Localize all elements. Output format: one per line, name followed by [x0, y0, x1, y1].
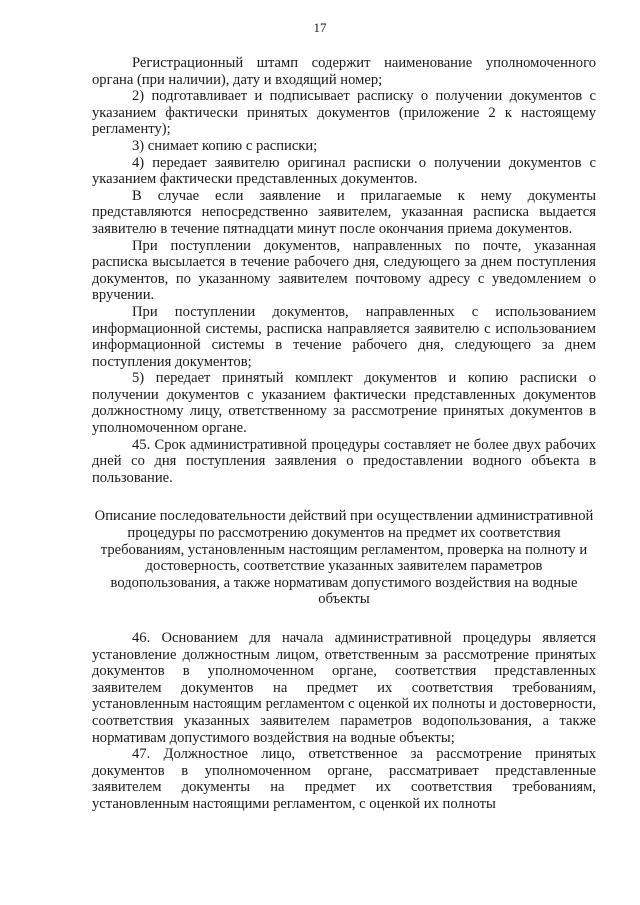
- paragraph: 47. Должностное лицо, ответственное за рассмотрение принятых документов в уполномоченном органе, рассматривает представленные заявителем документы на предмет их соответствия требованиям, установленным настоящими регламентом, с оценкой их полноты: [92, 746, 596, 812]
- paragraph-group-bottom: [92, 630, 596, 813]
- paragraph: Регистрационный штамп содержит наименование уполномоченного органа (при наличии), дату и входящий номер;: [92, 55, 596, 88]
- paragraph: 3) снимает копию с расписки;: [132, 137, 318, 154]
- paragraph: 45. Срок административной процедуры составляет не более двух рабочих дней со дня поступления заявления о предоставлении водного объекта в пользование.: [92, 436, 596, 486]
- paragraph-group-top: [92, 55, 596, 486]
- paragraph: 5) передает принятый комплект документов и копию расписки о получении документов с указанием фактически представленных документов должностному лицу, ответственному за рассмотрение принятых документов в уполномоченном органе.: [92, 370, 596, 437]
- paragraph: При поступлении документов, направленных с использованием информационной системы, расписка направляется заявителю с использованием информационной системы в течение рабочего дня, следующего за днем поступления документов;: [92, 303, 596, 370]
- paragraph: 46. Основанием для начала административной процедуры является установление должностным лицом, ответственным за рассмотрение принятых документов в уполномоченном органе, соответствия представленных заявителем документов на предмет их соответствия требованиям, установленным настоящим регламентом с оценкой их полноты и достоверности, соответствия указанных заявителем параметров водопользования, а также нормативам допустимого воздействия на водные объекты;: [92, 630, 596, 746]
- paragraph: В случае если заявление и прилагаемые к нему документы представляются непосредственно заявителем, указанная расписка выдается заявителю в течение пятнадцати минут после окончания приема документов.: [92, 187, 596, 237]
- paragraph: 2) подготавливает и подписывает расписку о получении документов с указанием фактически принятых документов (приложение 2 к настоящему регламенту);: [92, 88, 596, 138]
- document-body: [92, 55, 596, 813]
- paragraph: При поступлении документов, направленных по почте, указанная расписка высылается в течение рабочего дня, следующего за днем поступления документов, по указанному заявителем почтовому адресу с уведомлением о вручении.: [92, 237, 596, 304]
- paragraph: 4) передает заявителю оригинал расписки о получении документов с указанием фактически представленных документов.: [92, 154, 596, 188]
- section-heading: Описание последовательности действий при осуществлении административной процедуры по рассмотрению документов на предмет их соответствия требованиям, установленным настоящим регламентом, проверка на полноту и достоверность, соответствие указанных заявителем параметров водопользования, а также нормативам допустимого воздействия на водные объекты: [94, 508, 594, 608]
- page-number: 17: [313, 20, 327, 35]
